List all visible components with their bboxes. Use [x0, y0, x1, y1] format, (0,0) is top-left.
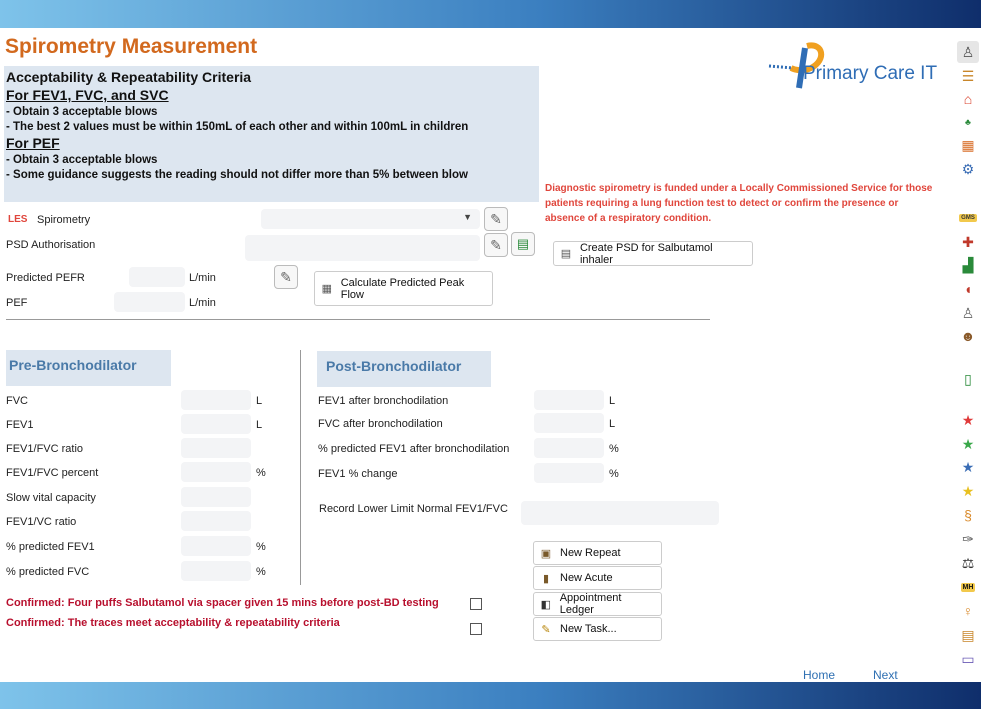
- predicted-fvc-input[interactable]: [181, 561, 251, 581]
- row-unit: L: [609, 418, 616, 430]
- spirometry-label: Spirometry: [37, 214, 91, 226]
- top-banner: [0, 0, 981, 28]
- chevron-down-icon: ▼: [463, 212, 472, 222]
- star-red-icon[interactable]: ★: [961, 411, 975, 428]
- appointment-ledger-label: Appointment Ledger: [559, 592, 622, 616]
- row-unit: %: [256, 541, 266, 553]
- mobile-phone-icon[interactable]: ▯: [964, 370, 972, 387]
- create-psd-label: Create PSD for Salbutamol inhaler: [579, 241, 713, 266]
- calculate-peak-flow-button[interactable]: [314, 271, 493, 306]
- pefr-input[interactable]: [129, 267, 185, 287]
- row-unit: L: [256, 395, 263, 407]
- mh-badge-text: MH: [962, 583, 974, 591]
- row-unit: L: [609, 395, 616, 407]
- calculate-peak-flow-label: Calculate Predicted Peak Flow: [340, 276, 465, 301]
- new-repeat-button[interactable]: [533, 541, 662, 565]
- pre-row-fev1: [6, 414, 296, 436]
- confirm-salbutamol-label: Confirmed: Four puffs Salbutamol via spacer given 15 mins before post-BD testing: [6, 597, 439, 609]
- post-row-fvc-after: [318, 413, 648, 435]
- fev1-vc-ratio-input[interactable]: [181, 511, 251, 531]
- add-document-button[interactable]: [511, 232, 535, 256]
- home-link[interactable]: Home: [803, 668, 836, 682]
- next-link[interactable]: Next: [873, 668, 898, 682]
- page-title: Spirometry Measurement: [5, 35, 258, 58]
- pre-row-fvc: [6, 390, 296, 412]
- pef-heading: For PEF: [6, 135, 60, 151]
- pencil-icon: ✎: [280, 268, 292, 285]
- calculator-icon: ▦: [321, 283, 333, 295]
- burger-menu-icon[interactable]: ☰: [961, 67, 975, 84]
- bpd-icon[interactable]: ♣: [965, 117, 971, 127]
- new-repeat-label: New Repeat: [560, 547, 621, 559]
- row-label: FEV1 % change: [318, 468, 398, 480]
- fev1-fvc-percent-input[interactable]: [181, 462, 251, 482]
- row-label: FEV1: [6, 419, 34, 431]
- pre-row-predicted-fev1: [6, 536, 296, 558]
- slow-vital-capacity-input[interactable]: [181, 487, 251, 507]
- pre-row-slow-vital-capacity: [6, 487, 296, 509]
- pill-icon[interactable]: ◖: [963, 281, 973, 297]
- row-label: FEV1 after bronchodilation: [318, 395, 449, 407]
- psd-field[interactable]: [245, 235, 480, 261]
- star-yellow-icon[interactable]: ★: [961, 482, 975, 499]
- new-acute-button[interactable]: [533, 566, 662, 590]
- row-label: % predicted FEV1: [6, 541, 95, 553]
- criteria-item: - The best 2 values must be within 150mL of each other and within 100mL in children: [6, 121, 469, 133]
- create-psd-button[interactable]: [553, 241, 753, 266]
- row-unit: %: [609, 468, 619, 480]
- post-row-fev1-after: [318, 390, 648, 412]
- pefr-unit: L/min: [189, 272, 216, 284]
- row-label: FVC: [6, 395, 28, 407]
- star-green-icon[interactable]: ★: [961, 435, 975, 452]
- column-divider: [300, 350, 301, 585]
- fev-heading: For FEV1, FVC, and SVC: [6, 87, 169, 103]
- pef-input[interactable]: [114, 292, 185, 312]
- person-icon[interactable]: ☻: [960, 328, 976, 344]
- confirm-traces-label: Confirmed: The traces meet acceptability & repeatability criteria: [6, 617, 340, 629]
- row-unit: %: [256, 467, 266, 479]
- fev1-input[interactable]: [181, 414, 251, 434]
- row-label: FEV1/FVC ratio: [6, 443, 84, 455]
- chat-icon[interactable]: ▭: [961, 650, 975, 667]
- fev1-after-input[interactable]: [534, 390, 604, 410]
- new-acute-label: New Acute: [560, 572, 613, 584]
- pef-unit: L/min: [189, 297, 216, 309]
- new-task-label: New Task...: [560, 623, 617, 635]
- confirm-traces-checkbox[interactable]: [470, 623, 482, 635]
- pefr-label: Predicted PEFR: [6, 272, 85, 284]
- settings-icon[interactable]: ⚙: [961, 160, 975, 177]
- row-label: % predicted FEV1 after bronchodilation: [318, 443, 510, 455]
- chart-icon[interactable]: ▟: [962, 256, 974, 273]
- criteria-panel: [4, 66, 539, 202]
- test-tube-icon[interactable]: ♀: [962, 603, 974, 619]
- post-row-fev1-change: [318, 463, 648, 485]
- criteria-heading: Acceptability & Repeatability Criteria: [6, 69, 252, 85]
- fvc-after-input[interactable]: [534, 413, 604, 433]
- doctor-icon[interactable]: ♙: [961, 304, 975, 321]
- right-sidebar: [955, 38, 981, 678]
- lln-label: Record Lower Limit Normal FEV1/FVC: [319, 503, 508, 515]
- edit-psd-button[interactable]: [484, 233, 508, 257]
- row-label: FEV1/FVC percent: [6, 467, 99, 479]
- scales-icon[interactable]: ⚖: [961, 554, 975, 571]
- brand-logo: [765, 38, 945, 92]
- clinician-icon[interactable]: ♙: [957, 41, 979, 63]
- edit-spirometry-button[interactable]: [484, 207, 508, 231]
- pre-row-fev1-fvc-ratio: [6, 438, 296, 460]
- psd-label: PSD Authorisation: [6, 239, 96, 251]
- add-document-icon: ▤: [516, 236, 530, 251]
- gms-badge-text: GMS: [961, 215, 975, 221]
- pre-bronchodilator-heading: Pre-Bronchodilator: [6, 350, 171, 386]
- new-task-button[interactable]: [533, 617, 662, 641]
- gms-icon[interactable]: [957, 207, 979, 229]
- fev1-fvc-ratio-input[interactable]: [181, 438, 251, 458]
- mh-icon[interactable]: [957, 576, 979, 598]
- criteria-item: - Obtain 3 acceptable blows: [6, 106, 158, 118]
- predicted-fev1-after-input[interactable]: [534, 438, 604, 458]
- post-row-predicted-fev1-after: [318, 438, 648, 460]
- pencil-icon: ✎: [490, 236, 502, 253]
- funding-notice: Diagnostic spirometry is funded under a Locally Commissioned Service for those patients requiring a lung function test to detect or confirm the presence or absence of a respiratory condition.: [545, 183, 933, 224]
- fev1-change-input[interactable]: [534, 463, 604, 483]
- row-label: % predicted FVC: [6, 566, 90, 578]
- criteria-item: - Some guidance suggests the reading should not differ more than 5% between blow: [6, 169, 468, 181]
- spirometry-dropdown[interactable]: [261, 209, 480, 229]
- fvc-input[interactable]: [181, 390, 251, 410]
- pef-label: PEF: [6, 297, 28, 309]
- edit-pefr-button[interactable]: [274, 265, 298, 289]
- pencil-icon: ✎: [490, 210, 502, 227]
- pre-row-fev1-fvc-percent: [6, 462, 296, 484]
- star-blue-icon[interactable]: ★: [961, 458, 975, 475]
- criteria-item: - Obtain 3 acceptable blows: [6, 154, 158, 166]
- pre-row-fev1-vc-ratio: [6, 511, 296, 533]
- les-tag: LES: [8, 214, 28, 225]
- ledger-icon: ◧: [540, 598, 552, 611]
- row-unit: %: [609, 443, 619, 455]
- calendar-icon[interactable]: ▦: [961, 136, 975, 153]
- row-unit: %: [256, 566, 266, 578]
- nurse-icon[interactable]: ✚: [962, 233, 974, 250]
- document-icon: ▤: [560, 248, 572, 260]
- confirm-salbutamol-checkbox[interactable]: [470, 598, 482, 610]
- logo-text: Primary Care IT: [803, 63, 938, 84]
- predicted-fev1-input[interactable]: [181, 536, 251, 556]
- task-pencil-icon: ✎: [541, 623, 551, 636]
- row-unit: L: [256, 419, 263, 431]
- syringe-icon[interactable]: ✑: [962, 530, 974, 547]
- medicine-bottle-icon: ▮: [542, 572, 550, 585]
- lln-input[interactable]: [521, 501, 719, 525]
- home-icon[interactable]: ⌂: [963, 91, 973, 107]
- post-bronchodilator-heading: Post-Bronchodilator: [317, 351, 491, 387]
- row-label: Slow vital capacity: [6, 492, 96, 504]
- document-sign-icon[interactable]: §: [964, 507, 972, 523]
- appointment-ledger-button[interactable]: [533, 592, 662, 616]
- row-label: FEV1/VC ratio: [6, 516, 77, 528]
- row-label: FVC after bronchodilation: [318, 418, 443, 430]
- section-divider: [6, 319, 710, 320]
- notes-icon[interactable]: ▤: [961, 626, 975, 643]
- pre-row-predicted-fvc: [6, 561, 296, 583]
- repeat-prescription-icon: ▣: [540, 547, 552, 560]
- bottom-banner: [0, 682, 981, 709]
